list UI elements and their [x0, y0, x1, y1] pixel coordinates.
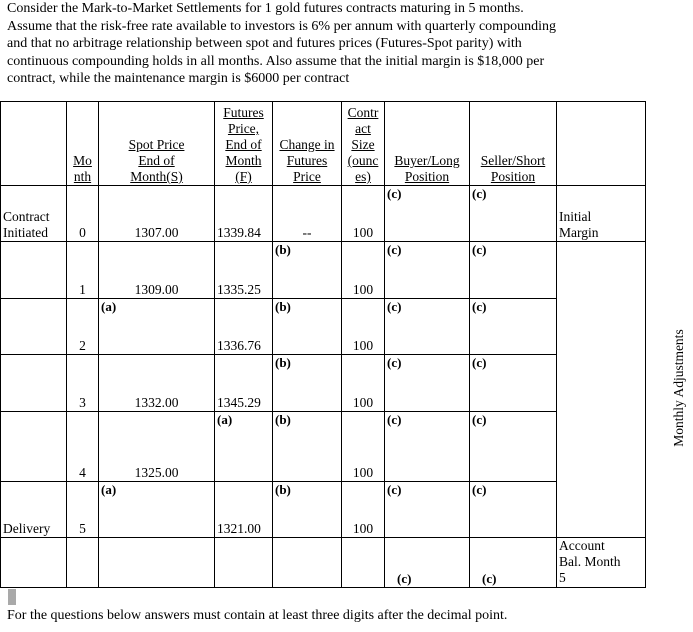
- header-blank: [1, 102, 67, 186]
- intro-line-1: Consider the Mark-to-Market Settlements for 1 gold futures contracts maturing in 5 months.: [7, 1, 524, 16]
- header-spot-price: Spot Price End of Month(S): [99, 102, 215, 186]
- month-cell: 4: [67, 412, 99, 482]
- header-futures-price: Futures Price, End of Month (F): [215, 102, 273, 186]
- size-cell: [342, 538, 385, 588]
- initial-margin-label: Initial Margin: [557, 186, 646, 242]
- futures-cell: 1336.76: [215, 299, 273, 355]
- answer-marker-b: (b): [275, 242, 291, 257]
- change-cell: --: [273, 186, 342, 242]
- spot-cell: 1325.00: [99, 412, 215, 482]
- seller-cell: [470, 412, 557, 482]
- row-label: Delivery: [1, 482, 67, 538]
- problem-statement: [7, 0, 687, 88]
- answer-marker-c: (c): [472, 412, 487, 427]
- header-month: Mo nth: [67, 102, 99, 186]
- spot-cell: 1307.00: [99, 186, 215, 242]
- intro-line-4: continuous compounding holds in all months. Also assume that the initial margin is $18,000 per: [7, 53, 545, 69]
- table-row-month-3: [1, 355, 646, 412]
- month-cell: [67, 538, 99, 588]
- answer-marker-c: (c): [472, 482, 487, 497]
- table-row-month-5: [1, 482, 646, 538]
- buyer-cell: [385, 186, 470, 242]
- futures-cell: [215, 538, 273, 588]
- size-cell: 100: [342, 242, 385, 299]
- answer-marker-c: (c): [397, 571, 412, 586]
- table-row-account-balance: [1, 538, 646, 588]
- size-cell: 100: [342, 355, 385, 412]
- futures-cell: 1345.29: [215, 355, 273, 412]
- answer-marker-c: (c): [472, 355, 487, 370]
- table-row-month-1: [1, 242, 646, 299]
- month-cell: 3: [67, 355, 99, 412]
- month-cell: 1: [67, 242, 99, 299]
- seller-cell: [470, 482, 557, 538]
- footer-instruction: For the questions below answers must contain at least three digits after the decimal point.: [7, 608, 508, 623]
- table-row-month-0: [1, 186, 646, 242]
- header-seller-short: Seller/Short Position: [470, 102, 557, 186]
- intro-line-3: and that no arbitrage relationship between spot and futures prices (Futures-Spot parity) with: [7, 36, 522, 51]
- header-contract-size: Contr act Size (ounc es): [342, 102, 385, 186]
- header-row: [1, 102, 646, 186]
- spot-cell: [99, 538, 215, 588]
- change-cell: [273, 538, 342, 588]
- answer-marker-b: (b): [275, 299, 291, 314]
- header-buyer-long: Buyer/Long Position: [385, 102, 470, 186]
- seller-cell: [470, 186, 557, 242]
- month-cell: 2: [67, 299, 99, 355]
- change-cell: [273, 412, 342, 482]
- buyer-cell: [385, 538, 470, 588]
- answer-marker-c: (c): [482, 571, 497, 586]
- account-balance-label: Account Bal. Month 5: [557, 538, 646, 588]
- answer-marker-b: (b): [275, 412, 291, 427]
- answer-marker-c: (c): [472, 242, 487, 257]
- drag-handle[interactable]: [8, 589, 16, 605]
- buyer-cell: [385, 242, 470, 299]
- answer-marker-c: (c): [387, 412, 402, 427]
- monthly-adjustments-label: Monthly Adjustments: [671, 329, 686, 447]
- change-cell: [273, 299, 342, 355]
- intro-line-5: contract, while the maintenance margin is $6000 per contract: [7, 71, 350, 86]
- answer-marker-c: (c): [472, 299, 487, 314]
- settlement-table: [0, 101, 646, 588]
- spot-cell: 1309.00: [99, 242, 215, 299]
- answer-marker-a: (a): [101, 299, 117, 314]
- futures-cell: 1335.25: [215, 242, 273, 299]
- seller-cell: [470, 538, 557, 588]
- answer-marker-a: (a): [217, 412, 233, 427]
- change-cell: [273, 482, 342, 538]
- row-label: [1, 299, 67, 355]
- table-row-month-2: [1, 299, 646, 355]
- row-label: [1, 538, 67, 588]
- answer-marker-b: (b): [275, 482, 291, 497]
- row-label: [1, 242, 67, 299]
- header-right-blank: [557, 102, 646, 186]
- size-cell: 100: [342, 482, 385, 538]
- size-cell: 100: [342, 299, 385, 355]
- month-cell: 0: [67, 186, 99, 242]
- monthly-adjustments-cell: [557, 242, 646, 538]
- month-cell: 5: [67, 482, 99, 538]
- spot-cell: [99, 482, 215, 538]
- answer-marker-c: (c): [387, 186, 402, 201]
- answer-marker-c: (c): [472, 186, 487, 201]
- futures-cell: 1339.84: [215, 186, 273, 242]
- answer-marker-a: (a): [101, 482, 117, 497]
- header-change-in-futures: Change in Futures Price: [273, 102, 342, 186]
- seller-cell: [470, 299, 557, 355]
- buyer-cell: [385, 412, 470, 482]
- spot-cell: [99, 299, 215, 355]
- answer-marker-c: (c): [387, 355, 402, 370]
- intro-line-2: Assume that the risk-free rate available to investors is 6% per annum with quarterly compounding: [7, 18, 556, 34]
- futures-cell: [215, 412, 273, 482]
- size-cell: 100: [342, 186, 385, 242]
- change-cell: [273, 242, 342, 299]
- buyer-cell: [385, 482, 470, 538]
- change-cell: [273, 355, 342, 412]
- answer-marker-c: (c): [387, 242, 402, 257]
- table-row-month-4: [1, 412, 646, 482]
- answer-marker-b: (b): [275, 355, 291, 370]
- size-cell: 100: [342, 412, 385, 482]
- row-label: [1, 412, 67, 482]
- seller-cell: [470, 242, 557, 299]
- answer-marker-c: (c): [387, 482, 402, 497]
- row-label: Contract Initiated: [1, 186, 67, 242]
- buyer-cell: [385, 355, 470, 412]
- futures-cell: 1321.00: [215, 482, 273, 538]
- row-label: [1, 355, 67, 412]
- buyer-cell: [385, 299, 470, 355]
- seller-cell: [470, 355, 557, 412]
- spot-cell: 1332.00: [99, 355, 215, 412]
- answer-marker-c: (c): [387, 299, 402, 314]
